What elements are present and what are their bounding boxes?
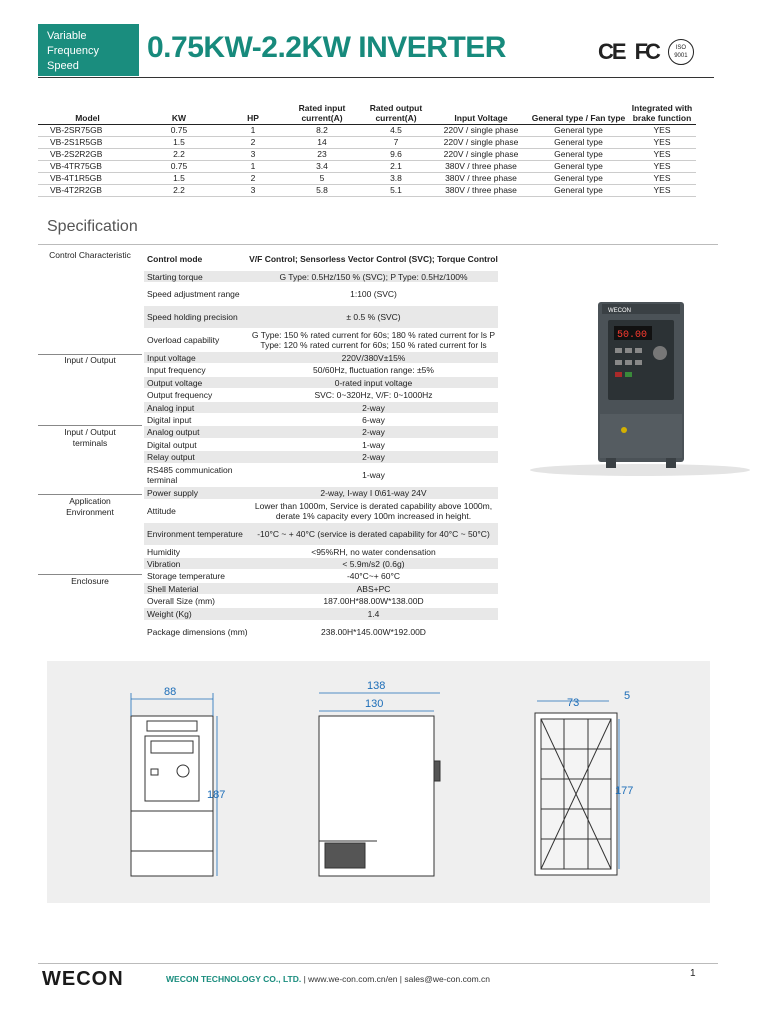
- table-cell: VB-4T2R2GB: [38, 185, 137, 197]
- spec-key: Overall Size (mm): [147, 596, 216, 606]
- spec-key: Digital input: [147, 414, 192, 425]
- category-box: [38, 24, 139, 76]
- company-name: WECON TECHNOLOGY CO., LTD.: [166, 974, 302, 984]
- spec-row: [144, 271, 498, 283]
- fc-mark-icon: FC: [634, 39, 658, 64]
- spec-row: [144, 306, 498, 329]
- spec-key: Control mode: [147, 254, 203, 264]
- dim-back-offset: 5: [624, 690, 631, 702]
- table-cell: General type: [529, 125, 628, 137]
- table-cell: VB-2S1R5GB: [38, 137, 137, 149]
- spec-key: Shell Material: [147, 583, 199, 594]
- front-view: [131, 716, 213, 876]
- side-view: [319, 716, 440, 876]
- spec-key: Overload capability: [147, 335, 220, 345]
- device-display: 50.00: [617, 330, 648, 341]
- spec-value: 1-way: [362, 439, 385, 450]
- spec-key: Starting torque: [147, 271, 203, 282]
- table-cell: 1: [221, 161, 285, 173]
- page-number: 1: [690, 968, 696, 979]
- category-environment: Application Environment: [66, 496, 114, 517]
- table-cell: General type: [529, 161, 628, 173]
- category-line: Variable: [47, 30, 87, 42]
- category-divider: [38, 574, 142, 575]
- table-cell: 380V / three phase: [433, 161, 529, 173]
- spec-row: [144, 329, 498, 352]
- logo-text: WECON: [42, 968, 124, 990]
- spec-value: SVC: 0~320Hz, V/F: 0~1000Hz: [314, 390, 433, 400]
- inverter-photo: [520, 290, 760, 480]
- spec-key: Power supply: [147, 488, 199, 498]
- table-cell: VB-4TR75GB: [38, 161, 137, 173]
- spec-key: Analog input: [147, 402, 195, 413]
- category-line: Frequency: [47, 45, 99, 57]
- spec-row: [144, 283, 498, 306]
- spec-row: [144, 621, 498, 644]
- spec-value: 6-way: [362, 414, 385, 425]
- table-cell: 2.1: [359, 161, 433, 173]
- spec-key: Environment temperature: [147, 529, 243, 539]
- table-cell: 3: [221, 185, 285, 197]
- spec-key: Analog output: [147, 427, 200, 437]
- dim-back-height: 177: [615, 785, 634, 797]
- spec-table: [38, 248, 498, 648]
- spec-key: Digital output: [147, 439, 197, 450]
- table-cell: 2: [221, 137, 285, 149]
- spec-value: < 5.9m/s2 (0.6g): [342, 558, 405, 569]
- spec-key: Output frequency: [147, 390, 213, 400]
- spec-value: 1.4: [367, 609, 380, 619]
- category-divider: [38, 494, 142, 495]
- table-cell: 5.8: [285, 185, 359, 197]
- table-cell: YES: [628, 149, 696, 161]
- spec-value: 50/60Hz, fluctuation range: ±5%: [313, 365, 434, 375]
- table-cell: 2.2: [137, 149, 221, 161]
- spec-row: [144, 546, 498, 558]
- spec-key: RS485 communication terminal: [147, 465, 233, 485]
- table-cell: General type: [529, 149, 628, 161]
- spec-value: 1-way: [362, 470, 385, 480]
- spec-value: Lower than 1000m, Service is derated capability above 1000m, derate 1% capacity every 100m increased in height.: [254, 501, 493, 521]
- table-cell: YES: [628, 161, 696, 173]
- table-cell: 8.2: [285, 125, 359, 137]
- spec-value: G Type: 0.5Hz/150 % (SVC); P Type: 0.5Hz/100%: [279, 271, 468, 282]
- spec-row: [144, 583, 498, 595]
- table-cell: 2.2: [137, 185, 221, 197]
- spec-value: 238.00H*145.00W*192.00D: [321, 627, 426, 637]
- dim-side-depth-inner: 130: [365, 698, 384, 710]
- table-cell: General type: [529, 137, 628, 149]
- table-cell: 4.5: [359, 125, 433, 137]
- spec-key: Input frequency: [147, 365, 206, 375]
- spec-value: 2-way: [362, 402, 385, 413]
- category-enclosure: Enclosure: [71, 576, 109, 586]
- table-cell: 220V / single phase: [433, 137, 529, 149]
- table-cell: YES: [628, 137, 696, 149]
- table-row: [38, 149, 696, 161]
- spec-key: Relay output: [147, 452, 195, 462]
- header-divider: [38, 77, 714, 78]
- spec-value: V/F Control; Sensorless Vector Control (SVC); Torque Control: [249, 254, 498, 264]
- table-cell: General type: [529, 173, 628, 185]
- dimension-drawing-panel: [47, 661, 710, 903]
- spec-value: 187.00H*88.00W*138.00D: [323, 596, 424, 606]
- table-cell: 2: [221, 173, 285, 185]
- spec-row: [144, 523, 498, 546]
- table-cell: VB-2SR75GB: [38, 125, 137, 137]
- iso-9001-icon: ISO 9001: [668, 39, 694, 65]
- spec-key: Humidity: [147, 546, 181, 557]
- table-cell: 9.6: [359, 149, 433, 161]
- table-cell: YES: [628, 185, 696, 197]
- spec-row: [144, 487, 498, 500]
- table-row: [38, 185, 696, 197]
- device-brand: WECON: [608, 308, 631, 314]
- col-input-current: Rated input current(A): [285, 100, 359, 125]
- spec-row: [144, 414, 498, 426]
- spec-value: 0-rated input voltage: [334, 377, 413, 388]
- table-cell: 1: [221, 125, 285, 137]
- category-io-terminals: Input / Output terminals: [64, 427, 116, 448]
- col-fan-type: General type / Fan type: [529, 100, 628, 125]
- table-cell: 1.5: [137, 173, 221, 185]
- spec-row: [144, 608, 498, 621]
- table-cell: 5.1: [359, 185, 433, 197]
- spec-value: -40°C~+ 60°C: [346, 571, 401, 581]
- spec-row: [144, 464, 498, 487]
- spec-row: [144, 570, 498, 583]
- spec-value: ± 0.5 % (SVC): [346, 312, 401, 322]
- table-row: [38, 125, 696, 137]
- table-row: [38, 173, 696, 185]
- spec-key: Attitude: [147, 506, 176, 516]
- spec-value: 220V/380V±15%: [341, 352, 406, 363]
- table-cell: 14: [285, 137, 359, 149]
- spec-key: Speed holding precision: [147, 312, 238, 322]
- category-line: Speed: [47, 60, 79, 72]
- col-model: Model: [38, 100, 137, 125]
- table-cell: 380V / three phase: [433, 185, 529, 197]
- spec-row: [144, 352, 498, 364]
- spec-row: [144, 558, 498, 570]
- spec-row: [144, 426, 498, 439]
- spec-row: [144, 377, 498, 389]
- dim-side-depth: 138: [367, 680, 386, 692]
- spec-row: [144, 389, 498, 402]
- model-table-header: [38, 100, 696, 125]
- spec-row: [144, 595, 498, 608]
- table-cell: YES: [628, 173, 696, 185]
- table-cell: General type: [529, 185, 628, 197]
- spec-row: [144, 500, 498, 523]
- page-title: 0.75KW-2.2KW INVERTER: [147, 31, 506, 64]
- table-cell: 3: [221, 149, 285, 161]
- certifications: [598, 39, 694, 65]
- contact-info: | www.we-con.com.cn/en | sales@we-con.com.cn: [301, 974, 490, 984]
- spec-key: Storage temperature: [147, 571, 225, 581]
- table-cell: 3.4: [285, 161, 359, 173]
- ce-mark-icon: CE: [598, 39, 625, 64]
- spec-row: [144, 402, 498, 414]
- spec-key: Speed adjustment range: [147, 289, 240, 299]
- spec-row: [144, 364, 498, 377]
- table-cell: 1.5: [137, 137, 221, 149]
- model-table: [38, 100, 696, 197]
- table-cell: 380V / three phase: [433, 173, 529, 185]
- wecon-logo: [42, 968, 124, 991]
- spec-value: <95%RH, no water condensation: [311, 546, 436, 557]
- footer-text: [166, 974, 490, 984]
- dim-front-height: 187: [207, 789, 226, 801]
- spec-key: Input voltage: [147, 352, 196, 363]
- table-cell: 7: [359, 137, 433, 149]
- spec-value: 2-way, I-way I 0\61-way 24V: [320, 488, 427, 498]
- spec-row: [144, 439, 498, 451]
- spec-key: Weight (Kg): [147, 609, 192, 619]
- category-io: Input / Output: [64, 355, 116, 365]
- table-row: [38, 161, 696, 173]
- dim-back-width: 73: [567, 697, 580, 709]
- table-cell: 5: [285, 173, 359, 185]
- table-cell: 23: [285, 149, 359, 161]
- col-output-current: Rated output current(A): [359, 100, 433, 125]
- spec-row: [144, 451, 498, 464]
- back-view: [535, 713, 617, 875]
- category-divider: [38, 425, 142, 426]
- spec-row: [144, 248, 498, 271]
- table-cell: VB-4T1R5GB: [38, 173, 137, 185]
- dimension-drawing: [47, 661, 710, 903]
- spec-value: 1:100 (SVC): [350, 289, 397, 299]
- spec-value: 2-way: [362, 452, 385, 462]
- spec-divider: [38, 244, 718, 245]
- table-cell: 220V / single phase: [433, 149, 529, 161]
- col-hp: HP: [221, 100, 285, 125]
- table-cell: YES: [628, 125, 696, 137]
- spec-value: 2-way: [362, 427, 385, 437]
- table-cell: 220V / single phase: [433, 125, 529, 137]
- category-control: Control Characteristic: [49, 250, 131, 260]
- col-brake: Integrated with brake function: [628, 100, 696, 125]
- spec-value: ABS+PC: [356, 583, 391, 594]
- spec-heading: Specification: [47, 218, 138, 235]
- dim-front-width: 88: [164, 686, 177, 698]
- col-kw: KW: [137, 100, 221, 125]
- table-cell: 0.75: [137, 161, 221, 173]
- spec-key: Output voltage: [147, 377, 203, 388]
- table-cell: 0.75: [137, 125, 221, 137]
- table-cell: 3.8: [359, 173, 433, 185]
- col-input-voltage: Input Voltage: [433, 100, 529, 125]
- footer-divider: [38, 963, 718, 964]
- spec-key: Vibration: [147, 558, 181, 569]
- table-row: [38, 137, 696, 149]
- table-cell: VB-2S2R2GB: [38, 149, 137, 161]
- spec-value: G Type: 150 % rated current for 60s; 180 % rated current for ls P Type: 120 % rated current for 60s; 150 % rated current for ls: [251, 330, 496, 350]
- spec-key: Package dimensions (mm): [147, 627, 248, 637]
- spec-value: -10°C ~ + 40°C (service is derated capability for 40°C ~ 50°C): [257, 529, 490, 539]
